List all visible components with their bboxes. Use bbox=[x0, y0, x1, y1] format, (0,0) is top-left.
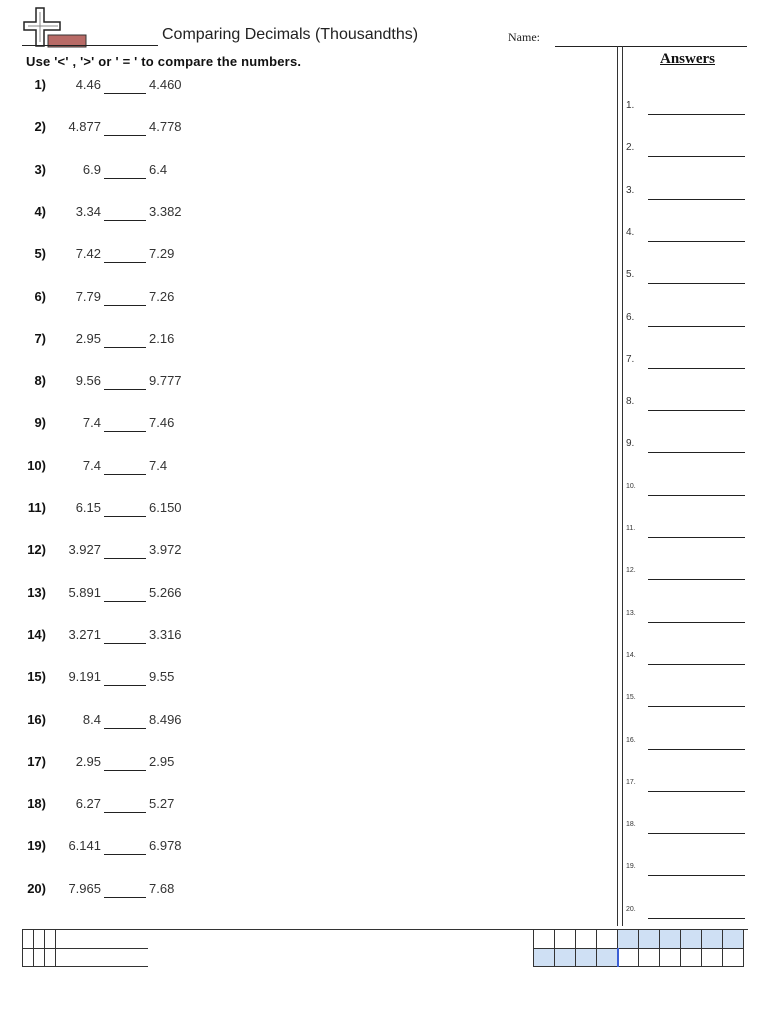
answer-row bbox=[626, 819, 746, 839]
first-number: 3.271 bbox=[68, 626, 101, 642]
answer-row bbox=[626, 142, 746, 162]
answer-number: 18. bbox=[626, 821, 636, 829]
problem-row bbox=[0, 542, 260, 562]
answer-blank[interactable] bbox=[648, 114, 745, 115]
answer-blank[interactable] bbox=[648, 875, 745, 876]
answer-number: 15. bbox=[626, 694, 636, 702]
answer-blank[interactable] bbox=[648, 579, 745, 580]
first-number: 4.46 bbox=[75, 77, 101, 92]
answer-blank[interactable] bbox=[648, 664, 745, 665]
answer-number: 19. bbox=[626, 863, 636, 871]
problem-row bbox=[0, 331, 260, 351]
problem-row bbox=[0, 796, 260, 816]
problem-number: 8) bbox=[34, 373, 46, 389]
comparison-blank[interactable] bbox=[104, 347, 146, 348]
first-number: 3.927 bbox=[68, 542, 101, 558]
comparison-blank[interactable] bbox=[104, 516, 146, 517]
answer-number: 16. bbox=[626, 736, 636, 744]
answer-number: 10. bbox=[626, 482, 636, 490]
comparison-blank[interactable] bbox=[104, 431, 146, 432]
footer-grid-left bbox=[22, 929, 148, 967]
problem-number: 2) bbox=[34, 119, 46, 135]
problem-row bbox=[0, 119, 260, 139]
first-number: 9.191 bbox=[68, 669, 101, 685]
second-number: 7.4 bbox=[149, 457, 168, 473]
problem-number: 10) bbox=[27, 457, 46, 473]
answer-row bbox=[626, 227, 746, 247]
answer-blank[interactable] bbox=[648, 452, 745, 453]
answer-blank[interactable] bbox=[648, 537, 745, 538]
problem-number: 5) bbox=[34, 246, 46, 262]
problem-row bbox=[0, 881, 260, 901]
answer-number: 5. bbox=[626, 269, 635, 281]
comparison-blank[interactable] bbox=[104, 643, 146, 644]
answer-blank[interactable] bbox=[648, 410, 745, 411]
comparison-blank[interactable] bbox=[104, 558, 146, 559]
answer-blank[interactable] bbox=[648, 622, 745, 623]
problem-row bbox=[0, 246, 260, 266]
comparison-blank[interactable] bbox=[104, 474, 146, 475]
problem-row bbox=[0, 77, 260, 97]
page-title: Comparing Decimals (Thousandths) bbox=[162, 26, 419, 43]
problem-number: 16) bbox=[27, 711, 46, 727]
first-number: 3.34 bbox=[75, 203, 101, 219]
comparison-blank[interactable] bbox=[104, 262, 146, 263]
first-number: 4.877 bbox=[68, 119, 101, 135]
second-number: 6.978 bbox=[149, 838, 182, 854]
answer-number: 1. bbox=[626, 100, 635, 111]
problem-number: 17) bbox=[27, 753, 46, 769]
answer-row bbox=[626, 735, 746, 755]
answer-number: 14. bbox=[626, 651, 636, 659]
problem-row bbox=[0, 627, 260, 647]
answer-row bbox=[626, 650, 746, 670]
first-number: 7.42 bbox=[75, 246, 101, 262]
problem-row bbox=[0, 289, 260, 309]
answer-blank[interactable] bbox=[648, 791, 745, 792]
answer-row bbox=[626, 396, 746, 416]
second-number: 6.4 bbox=[149, 161, 168, 177]
answer-row bbox=[626, 438, 746, 458]
problem-number: 14) bbox=[27, 626, 46, 642]
second-number: 5.266 bbox=[149, 584, 182, 600]
answer-row bbox=[626, 481, 746, 501]
second-number: 3.382 bbox=[149, 203, 182, 219]
first-number: 6.15 bbox=[75, 500, 101, 515]
problem-row bbox=[0, 458, 260, 478]
problem-number: 18) bbox=[27, 796, 46, 812]
answer-row bbox=[626, 692, 746, 712]
answer-number: 7. bbox=[626, 353, 635, 365]
problem-row bbox=[0, 500, 260, 520]
answer-number: 11. bbox=[626, 525, 636, 532]
problem-number: 9) bbox=[34, 415, 46, 431]
problem-number: 20) bbox=[27, 880, 46, 896]
comparison-blank[interactable] bbox=[104, 854, 146, 855]
problem-row bbox=[0, 415, 260, 435]
second-number: 3.316 bbox=[149, 626, 182, 642]
answer-row bbox=[626, 185, 746, 205]
answer-number: 17. bbox=[626, 778, 636, 786]
problem-number: 3) bbox=[34, 161, 46, 177]
second-number: 9.777 bbox=[149, 373, 182, 389]
answer-number: 12. bbox=[626, 567, 636, 575]
first-number: 9.56 bbox=[75, 373, 101, 389]
answer-blank[interactable] bbox=[648, 749, 745, 750]
problem-number: 6) bbox=[34, 288, 46, 304]
problem-number: 11) bbox=[27, 500, 46, 515]
answer-row bbox=[626, 523, 746, 543]
comparison-blank[interactable] bbox=[104, 897, 146, 898]
comparison-blank[interactable] bbox=[104, 685, 146, 686]
problem-row bbox=[0, 712, 260, 732]
problem-row bbox=[0, 838, 260, 858]
second-number: 2.16 bbox=[149, 330, 175, 346]
comparison-blank[interactable] bbox=[104, 220, 146, 221]
answer-row bbox=[626, 312, 746, 332]
answer-blank[interactable] bbox=[648, 326, 745, 327]
second-number: 2.95 bbox=[149, 753, 175, 769]
problem-row bbox=[0, 373, 260, 393]
answer-row bbox=[626, 777, 746, 797]
comparison-blank[interactable] bbox=[104, 178, 146, 179]
name-field[interactable] bbox=[555, 46, 747, 47]
first-number: 6.141 bbox=[68, 838, 101, 854]
title-underline bbox=[22, 45, 158, 46]
answer-number: 9. bbox=[626, 438, 635, 450]
comparison-blank[interactable] bbox=[104, 389, 146, 390]
problem-row bbox=[0, 754, 260, 774]
first-number: 7.79 bbox=[75, 288, 101, 304]
first-number: 2.95 bbox=[75, 753, 101, 769]
answer-row bbox=[626, 861, 746, 881]
problem-number: 15) bbox=[27, 669, 46, 685]
comparison-blank[interactable] bbox=[104, 135, 146, 136]
second-number: 4.778 bbox=[149, 119, 182, 135]
answer-row bbox=[626, 100, 746, 120]
comparison-blank[interactable] bbox=[104, 728, 146, 729]
first-number: 7.4 bbox=[82, 415, 101, 431]
answer-divider bbox=[617, 46, 618, 926]
answer-number: 3. bbox=[626, 184, 635, 196]
first-number: 8.4 bbox=[82, 711, 101, 727]
answer-row bbox=[626, 565, 746, 585]
comparison-blank[interactable] bbox=[104, 93, 146, 94]
second-number: 8.496 bbox=[149, 711, 182, 727]
answer-number: 6. bbox=[626, 311, 635, 323]
answer-row bbox=[626, 608, 746, 628]
answer-row bbox=[626, 354, 746, 374]
comparison-blank[interactable] bbox=[104, 305, 146, 306]
second-number: 4.460 bbox=[149, 77, 182, 92]
answer-blank[interactable] bbox=[648, 241, 745, 242]
problem-row bbox=[0, 162, 260, 182]
problem-row bbox=[0, 204, 260, 224]
problem-row bbox=[0, 669, 260, 689]
answer-number: 8. bbox=[626, 396, 635, 408]
second-number: 5.27 bbox=[149, 796, 175, 812]
answer-row bbox=[626, 904, 746, 924]
answer-blank[interactable] bbox=[648, 918, 745, 919]
answer-blank[interactable] bbox=[648, 156, 745, 157]
second-number: 9.55 bbox=[149, 669, 175, 685]
answer-blank[interactable] bbox=[648, 706, 745, 707]
answer-blank[interactable] bbox=[648, 368, 745, 369]
problem-number: 7) bbox=[34, 330, 46, 346]
plus-logo-icon bbox=[22, 6, 88, 48]
problem-number: 13) bbox=[27, 584, 46, 600]
answer-number: 13. bbox=[626, 609, 636, 617]
comparison-blank[interactable] bbox=[104, 770, 146, 771]
second-number: 7.26 bbox=[149, 288, 175, 304]
answer-blank[interactable] bbox=[648, 833, 745, 834]
first-number: 6.9 bbox=[82, 161, 101, 177]
problem-number: 1) bbox=[34, 77, 46, 92]
answer-blank[interactable] bbox=[648, 495, 745, 496]
answer-blank[interactable] bbox=[648, 283, 745, 284]
comparison-blank[interactable] bbox=[104, 812, 146, 813]
answer-number: 4. bbox=[626, 226, 635, 238]
answer-blank[interactable] bbox=[648, 199, 745, 200]
first-number: 2.95 bbox=[75, 330, 101, 346]
answer-number: 20. bbox=[626, 905, 636, 913]
answer-row bbox=[626, 269, 746, 289]
problem-number: 19) bbox=[27, 838, 46, 854]
footer-grid-right bbox=[533, 929, 744, 967]
first-number: 5.891 bbox=[68, 584, 101, 600]
problem-number: 12) bbox=[27, 542, 46, 558]
second-number: 6.150 bbox=[149, 500, 182, 515]
problem-number: 4) bbox=[34, 203, 46, 219]
instructions: Use '<' , '>' or ' = ' to compare the numbers. bbox=[26, 54, 302, 69]
first-number: 7.4 bbox=[82, 457, 101, 473]
answer-number: 2. bbox=[626, 142, 635, 154]
first-number: 6.27 bbox=[75, 796, 101, 812]
name-label: Name: bbox=[508, 30, 540, 44]
second-number: 7.46 bbox=[149, 415, 175, 431]
second-number: 7.68 bbox=[149, 880, 175, 896]
second-number: 7.29 bbox=[149, 246, 175, 262]
second-number: 3.972 bbox=[149, 542, 182, 558]
first-number: 7.965 bbox=[68, 880, 101, 896]
problem-row bbox=[0, 585, 260, 605]
answers-heading: Answers bbox=[660, 51, 715, 67]
answer-divider bbox=[622, 46, 623, 926]
comparison-blank[interactable] bbox=[104, 601, 146, 602]
